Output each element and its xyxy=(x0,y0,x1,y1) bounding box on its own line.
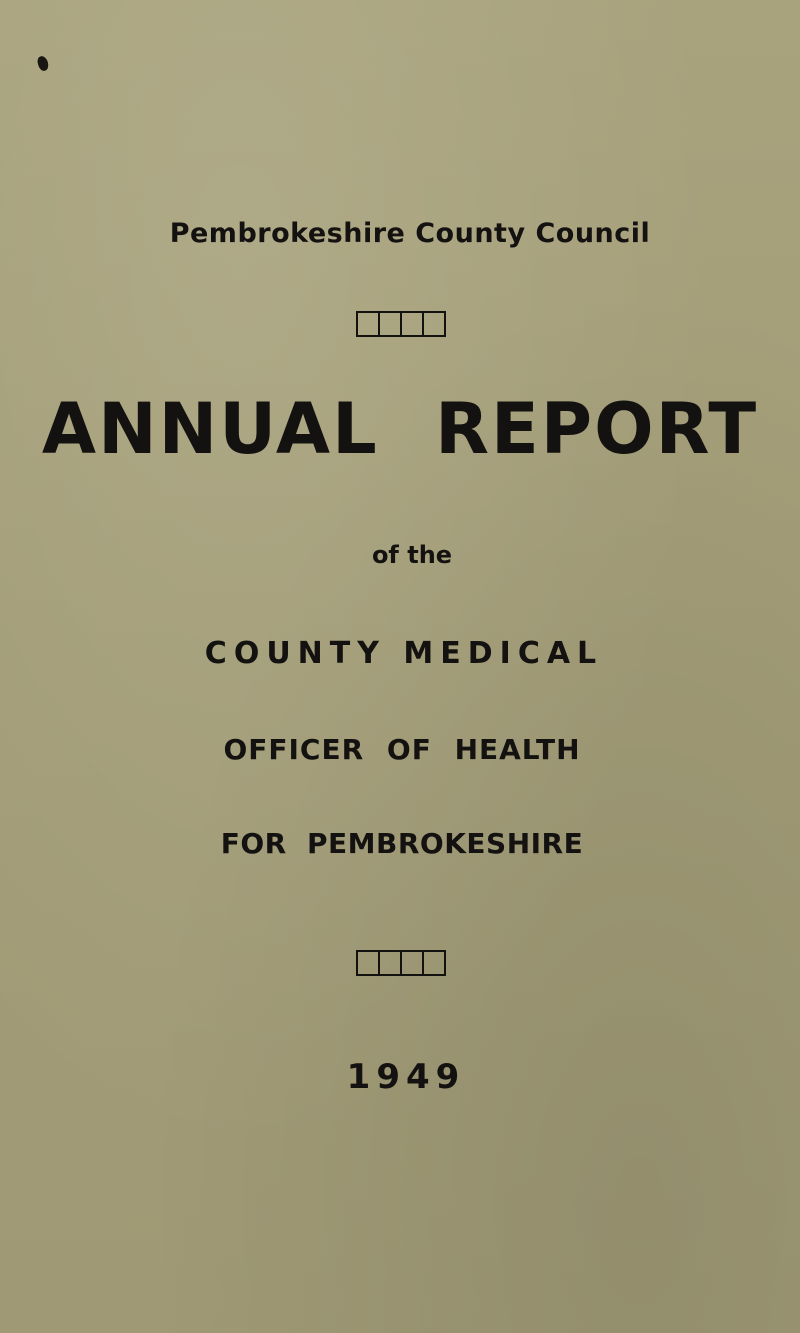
subtitle-line-3: FOR PEMBROKESHIRE xyxy=(220,827,584,860)
decorative-box xyxy=(400,311,424,337)
decorative-box xyxy=(400,950,424,976)
subtitle-line-2: OFFICER OF HEALTH xyxy=(223,733,581,766)
decorative-box xyxy=(422,950,446,976)
report-title: ANNUAL REPORT xyxy=(41,388,759,470)
council-name: Pembrokeshire County Council xyxy=(169,218,651,249)
of-the-text: of the xyxy=(371,541,453,569)
decorative-box xyxy=(356,950,380,976)
decorative-box xyxy=(378,950,402,976)
decorative-box-row-top xyxy=(2,311,800,337)
ink-speck-decoration xyxy=(36,55,50,72)
decorative-box-row-bottom xyxy=(2,950,800,976)
decorative-box xyxy=(356,311,380,337)
decorative-box xyxy=(422,311,446,337)
report-year: 1949 xyxy=(346,1057,466,1097)
subtitle-line-1: COUNTY MEDICAL xyxy=(204,636,604,671)
decorative-box xyxy=(378,311,402,337)
